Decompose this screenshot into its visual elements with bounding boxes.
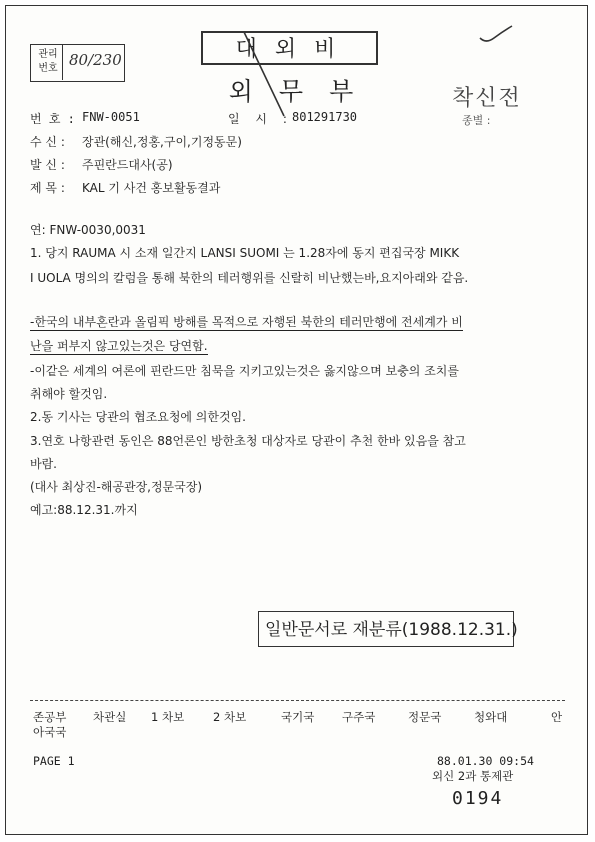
- transmit-datetime: 88.01.30 09:54: [437, 754, 534, 768]
- dist-item-2: 차관실: [93, 710, 127, 724]
- paragraph-3-line-1: 3.연호 나항관련 동인은 88언론인 방한초청 대상자로 당관이 추천 한바 있음을 참고: [30, 434, 466, 448]
- control-number-value: 80/230: [69, 51, 122, 69]
- to-label: 수 신 :: [30, 135, 65, 149]
- quote-line-4: 취해야 할것임.: [30, 387, 108, 401]
- reclassification-stamp: 일반문서로 재분류(1988.12.31.): [258, 611, 514, 647]
- secrecy-stamp: 대외비: [201, 31, 378, 65]
- document-number: 0194: [452, 788, 504, 809]
- dist-item-3: 1 차보: [151, 710, 185, 724]
- date-label: 일 시 :: [228, 112, 293, 126]
- received-type: 착신전: [452, 86, 522, 111]
- from-label: 발 신 :: [30, 158, 65, 172]
- check-mark-icon: [476, 22, 516, 46]
- dist-item-4: 2 차보: [213, 710, 247, 724]
- subject-label: 제 목 :: [30, 181, 65, 195]
- paragraph-2: 2.동 기사는 당관의 협조요청에 의한것임.: [30, 410, 246, 424]
- subject-value: KAL 기 사건 홍보활동결과: [82, 181, 221, 195]
- control-box-divider: [62, 44, 63, 80]
- paragraph-1-line-2: I UOLA 명의의 칼럼을 통해 북한의 테러행위를 신랄히 비난했는바,요지아래와 같음.: [30, 271, 469, 285]
- quote-line-1-text: -한국의 내부혼란과 올림픽 방해를 목적으로 자행된 북한의 테러만행에 전세계가 비: [30, 315, 463, 329]
- date-value: 801291730: [292, 110, 358, 124]
- receipt-office: 외신 2과 통제관: [432, 769, 514, 783]
- from-value: 주핀란드대사(공): [82, 158, 173, 172]
- quote-line-1: [30, 312, 463, 332]
- quote-line-2: [30, 336, 208, 356]
- reference-line: 연: FNW-0030,0031: [30, 223, 146, 237]
- ministry-title: 외무부: [228, 77, 380, 106]
- page-number: PAGE 1: [33, 754, 75, 768]
- paragraph-1-line-1: 1. 당지 RAUMA 시 소재 일간지 LANSI SUOMI 는 1.28자에 동지 편집국장 MIKK: [30, 246, 460, 260]
- control-number-box: [30, 44, 125, 82]
- dist-item-7: 정문국: [408, 710, 442, 724]
- quote-line-2-text: 난을 퍼부지 않고있는것은 당연함.: [30, 339, 208, 353]
- dist-extra: 아국국: [33, 725, 67, 739]
- quote-line-3: -이같은 세계의 여론에 핀란드만 침묵을 지키고있는것은 옳지않으며 보충의 조치를: [30, 364, 459, 378]
- number-label: 번 호 :: [30, 112, 75, 126]
- dist-item-9: 안: [551, 710, 563, 724]
- urgency-label: 종별 :: [462, 114, 491, 127]
- dist-item-1: 존공부: [33, 710, 67, 724]
- dist-item-5: 국기국: [281, 710, 315, 724]
- expiry-line: 예고:88.12.31.까지: [30, 503, 138, 517]
- distribution-divider: [30, 700, 565, 701]
- dist-item-8: 청와대: [474, 710, 508, 724]
- number-value: FNW-0051: [82, 110, 140, 124]
- paragraph-3-line-2: 바람.: [30, 457, 57, 471]
- dist-item-6: 구주국: [342, 710, 376, 724]
- control-number-label: 관리번호: [38, 49, 58, 74]
- to-value: 장관(해신,정홍,구이,기정동문): [82, 135, 242, 149]
- signature-line: (대사 최상진-해공관장,정문국장): [30, 480, 203, 494]
